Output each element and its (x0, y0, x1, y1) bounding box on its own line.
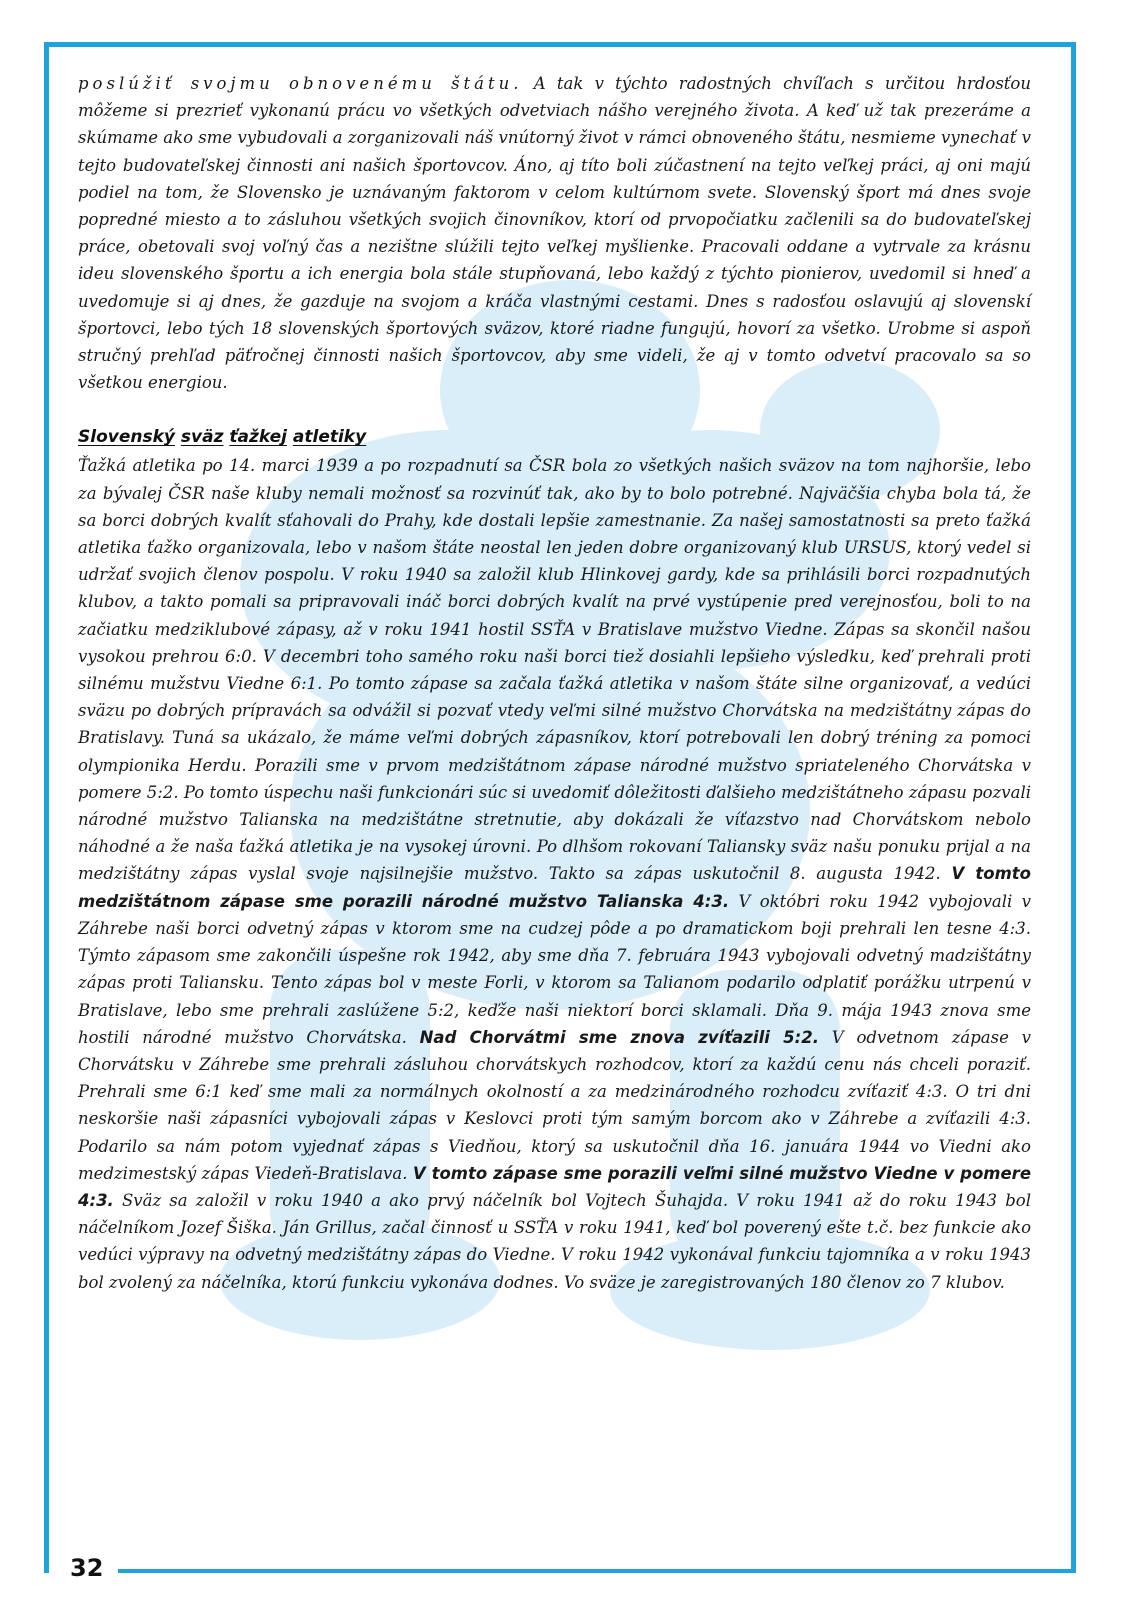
spaced-lead-text: poslúžiť svojmu obnovenému štátu. (78, 74, 523, 93)
page-number: 32 (66, 1548, 107, 1588)
section-text: V októbri roku 1942 vybojovali v Záhrebe naši borci odvetný zápas v ktorom sme na cudzej pôde a po dramatickom boji prehrali len tesne 4:3. Týmto zápasom sme zakončili úspešne rok 1942, aby sme dňa 7. februára 1943 vybojovali odvetný madzištátny zápas proti Taliansku. Tento zápas bol v meste Forli, v ktorom sa Talianom podarilo odplatiť porážku utrpenú v Bratislave, lebo sme prehrali zaslúžene 5:2, keďže naši niektorí borci sklamali. Dňa 9. mája 1943 znova sme hostili národné mužstvo Chorvátska. (78, 891, 1031, 1047)
intro-text: A tak v týchto radostných chvíľach s určitou hrdosťou môžeme si prezrieť vykonanú prácu vo všetkých odvetviach nášho verejného života. A keď už tak prezeráme a skúmame ako sme vybudovali a zorganizovali náš vnútorný život v rámci obnoveného štátu, nesmieme vynechať v tejto budovateľskej činnosti ani našich športovcov. Áno, aj títo boli zúčastnení na tejto veľkej práci, aj oni majú podiel na tom, že Slovensko je uznávaným faktorom v celom kultúrnom svete. Slovenský šport má dnes svoje popredné miesto a to zásluhou všetkých svojich činovníkov, ktorí od prvopočiatku začlenili sa do budovateľskej práce, obetovali svoj voľný čas a nezištne slúžili tejto veľkej myšlienke. Pracovali oddane a vytrvale za krásnu ideu slovenského športu a ich energia bola stále stupňovaná, lebo každý z týchto pionierov, uvedomil si hneď a uvedomuje si aj dnes, že gazduje na svojom a kráča vlastnými cestami. Dnes s radosťou oslavujú aj slovenskí športovci, lebo tých 18 slovenských športových sväzov, ktoré riadne fungujú, hovorí za všetko. Urobme si aspoň stručný prehľad päťročnej činnosti našich športovcov, aby sme videli, že aj v tomto odvetví pracovalo sa so všetkou energiou. (78, 74, 1031, 393)
intro-paragraph (78, 70, 1031, 396)
heading-word: sväz (180, 427, 224, 448)
section-text: V odvetnom zápase v Chorvátsku v Záhrebe sme prehrali zásluhou chorvátskych rozhodcov, ktorí za každú cenu nás chceli poraziť. Prehrali sme 6:1 keď sme mali za normálnych okolností a za medzinárodného rozhodcu zvíťaziť 4:3. O tri dni neskoršie naši zápasníci vybojovali zápas v Keslovci proti tým samým borcom ako v Záhrebe a zvíťazili 4:3. Podarilo sa nám potom vyjednať zápas s Viedňou, ktorý sa uskutočnil dňa 16. januára 1944 vo Viedni ako medzimestský zápas Viedeň-Bratislava. (78, 1027, 1031, 1183)
frame-bottom-border (118, 1569, 1076, 1573)
frame-top-border (44, 42, 1076, 47)
heading-word: Slovenský (78, 427, 175, 448)
section-heading (78, 423, 1031, 452)
section-text: Ťažká atletika po 14. marci 1939 a po rozpadnutí sa ČSR bola zo všetkých našich sväzov na tom najhoršie, lebo za bývalej ČSR naše kluby nemali možnosť sa rozvinúť tak, ako by to bolo potrebné. Najväčšia chyba bola tá, že sa borci dobrých kvalít sťahovali do Prahy, kde dostali lepšie zamestnanie. Za našej samostatnosti sa preto ťažká atletika ťažko organizovala, lebo v našom štáte neostal len jeden dobre organizovaný klub URSUS, ktorý vedel si udržať svojich členov pospolu. V roku 1940 sa založil klub Hlinkovej gardy, kde sa prihlásili borci rozpadnutých klubov, a takto pomali sa pripravovali ináč borci dobrých kvalít na prvé vystúpenie pred verejnosťou, boli to na začiatku medziklubové zápasy, až v roku 1941 hostil SSŤA v Bratislave mužstvo Viedne. Zápas sa skončil našou vysokou prehrou 6:0. V decembri toho samého roku naši borci tiež dosiahli lepšieho výsledku, keď prehrali proti silnému mužstvu Viedne 6:1. Po tomto zápase sa začala ťažká atletika v našom štáte silne organizovať, a vedúci sväzu po dobrých prípravách sa odvážil si pozvať vtedy veľmi silné mužstvo Chorvátska na medzištátny zápas do Bratislavy. Tuná sa ukázalo, že máme veľmi dobrých zápasníkov, ktorí potrebovali len dobrý tréning za pomoci olympionika Herdu. Porazili sme v prvom medzištátnom zápase národné mužstvo spriateleného Chorvátska v pomere 5:2. Po tomto úspechu naši funkcionári súc si uvedomiť dôležitosti ďalšieho medzištátneho zápasu pozvali národné mužstvo Talianska na medzištátne stretnutie, aby dokázali že víťazstvo nad Chorvátskom nebolo náhodné a že naša ťažká atletika je na vysokej úrovni. Po dlhšom rokovaní Taliansky sväz našu ponuku prijal a na medzištátny zápas vyslal svoje najsilnejšie mužstvo. Takto sa zápas uskutočnil 8. augusta 1942. (78, 456, 1031, 884)
section-text: Sväz sa založil v roku 1940 a ako prvý náčelník bol Vojtech Šuhajda. V roku 1941 až do roku 1943 bol náčelníkom Jozef Šiška. Ján Grillus, začal činnosť u SSŤA v roku 1941, keď bol poverený ešte t.č. bez funkcie ako vedúci výpravy na odvetný medzištátny zápas do Viedne. V roku 1942 vykonával funkciu tajomníka a v roku 1943 bol zvolený za náčelníka, ktorú funkciu vykonáva dodnes. Vo sväze je zaregistrovaných 180 členov zo 7 klubov. (78, 1190, 1031, 1292)
heading-word: ťažkej (229, 427, 287, 448)
heading-word: atletiky (292, 427, 367, 448)
section-bold-text: V tomto medzištátnom zápase sme porazili národné mužstvo Talianska 4:3. (78, 864, 1031, 911)
article-body (78, 70, 1031, 1296)
section-bold-text: Nad Chorvátmi sme znova zvíťazili 5:2. (419, 1027, 819, 1047)
frame-left-border (44, 42, 49, 1573)
section-bold-text: V tomto zápase sme porazili veľmi silné mužstvo Viedne v pomere 4:3. (78, 1163, 1032, 1210)
frame-right-border (1071, 42, 1076, 1573)
section-paragraph (78, 452, 1031, 1295)
